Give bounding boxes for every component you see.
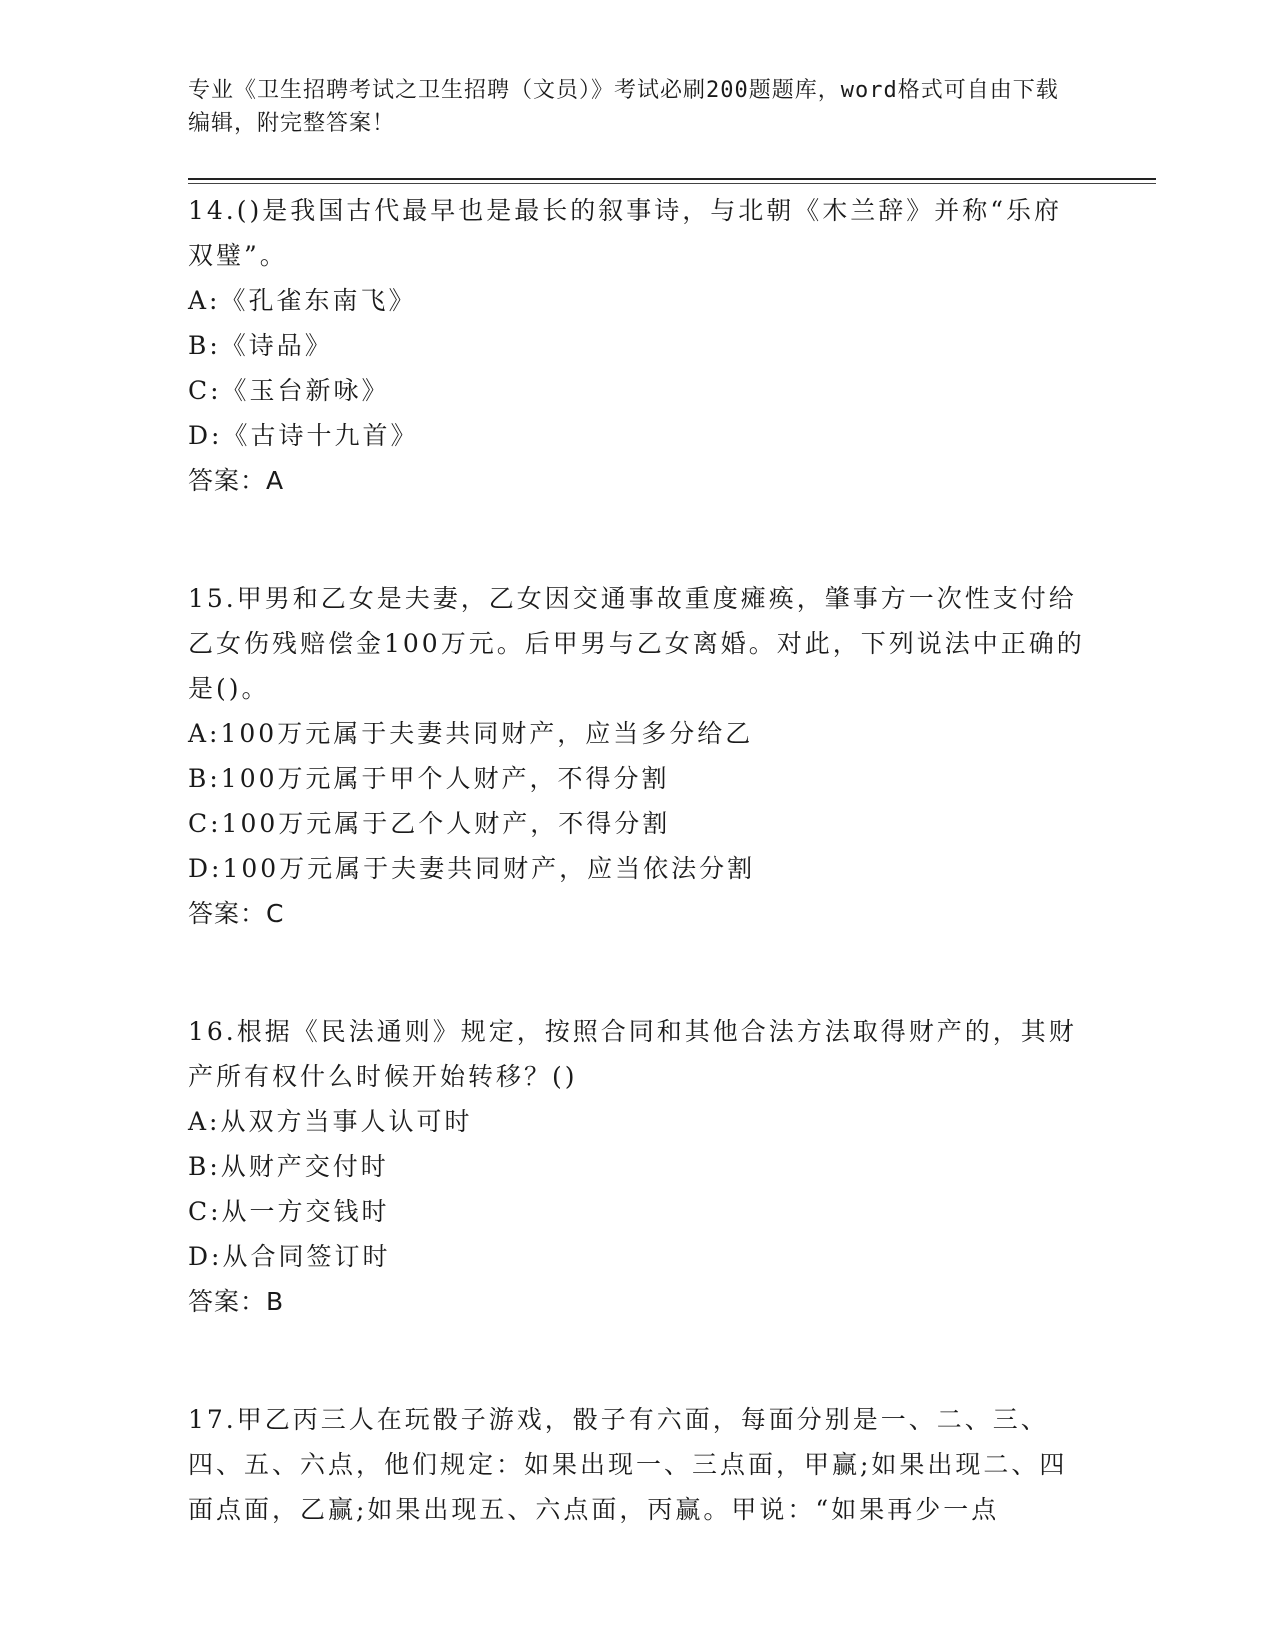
answer-line: 答案：B bbox=[188, 1287, 285, 1316]
option-d: D:《古诗十九首》 bbox=[188, 421, 419, 450]
option-a: A:从双方当事人认可时 bbox=[188, 1107, 473, 1136]
option-a: A:《孔雀东南飞》 bbox=[188, 286, 417, 315]
option-c: C:100万元属于乙个人财产，不得分割 bbox=[188, 809, 671, 838]
answer-line: 答案：C bbox=[188, 899, 285, 928]
question-text: 16.根据《民法通则》规定，按照合同和其他合法方法取得财产的，其财产所有权什么时候开始转移？() bbox=[188, 1017, 1077, 1091]
question-15 bbox=[188, 576, 1088, 937]
option-c: C:从一方交钱时 bbox=[188, 1197, 390, 1226]
option-d: D:从合同签订时 bbox=[188, 1242, 391, 1271]
answer-line: 答案：A bbox=[188, 466, 285, 495]
option-c: C:《玉台新咏》 bbox=[188, 376, 390, 405]
document-header: 专业《卫生招聘考试之卫生招聘（文员）》考试必刷200题题库，word格式可自由下载编辑，附完整答案！ bbox=[188, 78, 1059, 136]
option-b: B:从财产交付时 bbox=[188, 1152, 389, 1181]
question-16 bbox=[188, 1009, 1088, 1325]
option-b: B:《诗品》 bbox=[188, 331, 333, 360]
header-rule-thick bbox=[188, 178, 1156, 180]
question-17 bbox=[188, 1397, 1088, 1532]
header-rule-thin bbox=[188, 183, 1156, 184]
question-list bbox=[188, 188, 1088, 1532]
question-text: 15.甲男和乙女是夫妻，乙女因交通事故重度瘫痪，肇事方一次性支付给乙女伤残赔偿金100万元。后甲男与乙女离婚。对此，下列说法中正确的是()。 bbox=[188, 584, 1085, 703]
option-b: B:100万元属于甲个人财产，不得分割 bbox=[188, 764, 670, 793]
option-d: D:100万元属于夫妻共同财产，应当依法分割 bbox=[188, 854, 756, 883]
question-text: 14.()是我国古代最早也是最长的叙事诗，与北朝《木兰辞》并称“乐府双璧”。 bbox=[188, 196, 1063, 270]
question-14 bbox=[188, 188, 1088, 504]
question-text: 17.甲乙丙三人在玩骰子游戏，骰子有六面，每面分别是一、二、三、四、五、六点，他们规定：如果出现一、三点面，甲赢;如果出现二、四面点面，乙赢;如果出现五、六点面，丙赢。甲说：“如果再少一点 bbox=[188, 1405, 1068, 1524]
option-a: A:100万元属于夫妻共同财产，应当多分给乙 bbox=[188, 719, 754, 748]
